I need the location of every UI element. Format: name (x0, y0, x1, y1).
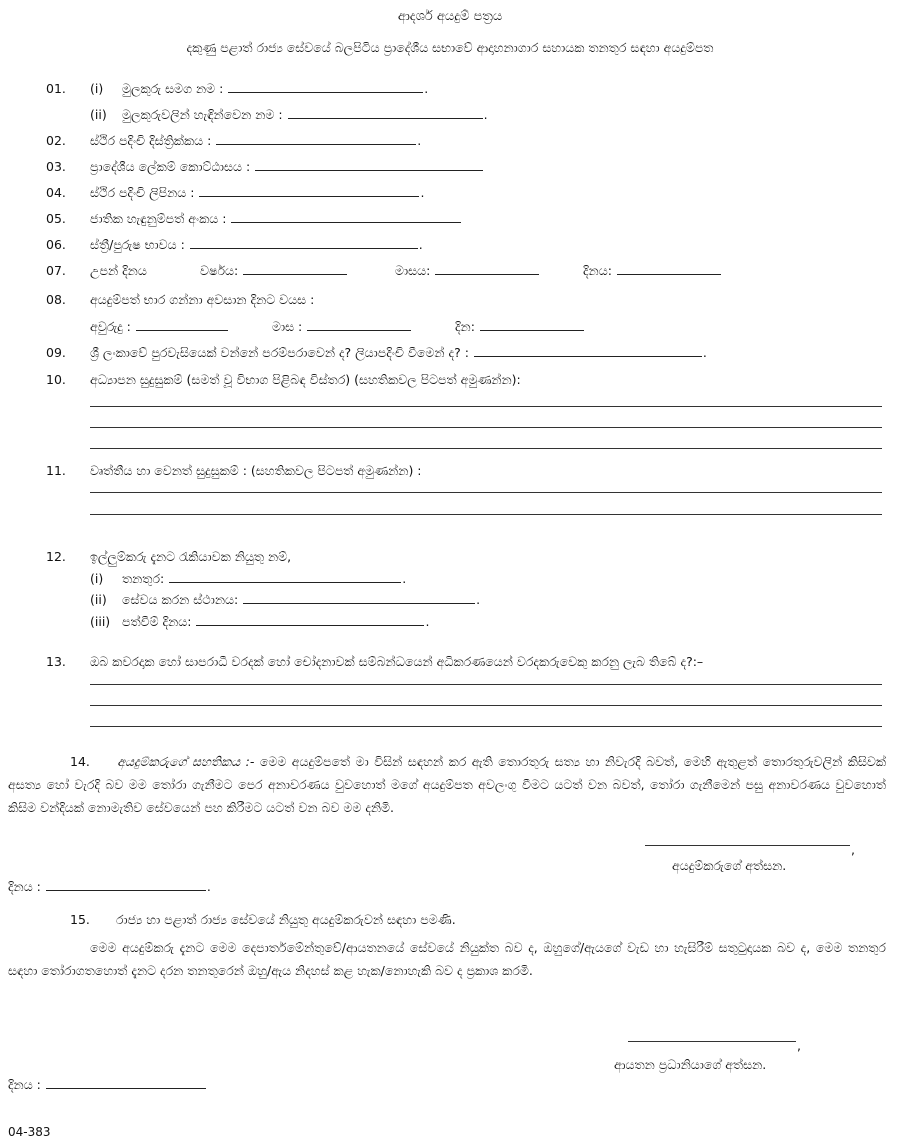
q01-i-marker: (i) (90, 81, 104, 96)
q06-row: ස්ත්‍රී/පුරුෂ භාවය : . (90, 237, 423, 252)
q15-signature-label: ආයතන ප්‍රධානියාගේ අත්සන. (614, 1057, 767, 1072)
q15-text: මෙම අයදුම්කරු දැනට මෙම දෙපාර්තමේන්තුවේ/ආයතනයේ සේවයේ නියුක්ත බව ද, ඔහුගේ/ඇයගේ වැඩ හා හැසිරීම් සතුටුදායක බව ද, මෙම තනතුර සඳහා තෝරාගතහොත් දැනට දරන තනතුරෙන් ඔහු/ඇය නිදහස් කළ හැක/නොහැකි බව ද ප්‍රකාශ කරමි. (8, 940, 886, 978)
q09-citizenship-field[interactable] (474, 345, 702, 357)
q12-ii-marker: (ii) (90, 592, 107, 607)
q04-row: ස්ථිර පදිංචි ලිපිනය : . (90, 185, 425, 200)
q05-nic-field[interactable] (231, 211, 461, 223)
q13-conviction-label: ඔබ කවරදාක හෝ සාපරාධී වරදක් හෝ චෝදනාවක් සම්බන්ධයෙන් අධිකරණයෙන් වරදකරුවෙකු කරනු ලැබ තිබේ ද?:– (90, 654, 704, 669)
q12-i-row: තනතුර: . (122, 571, 407, 586)
q12-post-field[interactable] (169, 571, 401, 583)
q01-full-name-label: මුලකුරු සමග නම : (122, 81, 224, 96)
q08-days-field[interactable] (480, 319, 584, 331)
q07-month-field[interactable] (435, 263, 539, 275)
q08-months-label: මාස : (272, 319, 303, 334)
q01-i-row: මුලකුරු සමග නම : . (122, 81, 429, 96)
q14-signature-label: අයදුම්කරුගේ අත්සන. (672, 858, 787, 873)
q02-district-label: ස්ථිර පදිංචි දිස්ත්‍රික්කය : (90, 133, 212, 148)
q12-employment-label: ඉල්ලුම්කරු දැනට රැකියාවක නියුතු නම්, (90, 549, 292, 564)
q09-row: ශ්‍රී ලංකාවේ පුරවැසියෙක් වන්නේ පරම්පරාවෙන් ද? ලියාපදිංචි වීමෙන් ද? : . (90, 345, 707, 360)
q05-nic-label: ජාතික හැඳුනුම්පත් අංකය : (90, 211, 227, 226)
q15-date-field[interactable] (46, 1077, 206, 1089)
q12-ii-row: සේවය කරන ස්ථානය: . (122, 592, 481, 607)
q15-heading: රාජ්‍ය හා පළාත් රාජ්‍ය සේවයේ නියුතු අයදුම්කරුවන් සඳහා පමණි. (116, 912, 456, 927)
q01-known-name-field[interactable] (288, 107, 483, 119)
q03-row (90, 159, 484, 175)
q10-answer-line-3[interactable] (90, 448, 882, 449)
q07-day-label: දිනය: (583, 263, 612, 278)
q12-iii-marker: (iii) (90, 614, 111, 629)
q14-date-label: දිනය : (8, 879, 41, 894)
q07-month-row (395, 263, 540, 279)
q11-answer-line-2[interactable] (90, 514, 882, 515)
q10-number: 10. (46, 372, 66, 387)
q13-answer-line-1[interactable] (90, 684, 882, 685)
q07-day-field[interactable] (617, 263, 721, 275)
q12-i-marker: (i) (90, 571, 104, 586)
q07-year-label: වර්ෂය: (200, 263, 239, 278)
q15-number: 15. (70, 912, 90, 927)
q01-number: 01. (46, 81, 66, 96)
q06-gender-field[interactable] (190, 237, 418, 249)
q07-year-field[interactable] (243, 263, 347, 275)
q08-months-row (272, 319, 412, 335)
q14-date-row: දිනය : . (8, 879, 211, 894)
q05-number: 05. (46, 211, 66, 226)
q15-date-row (8, 1077, 207, 1093)
q10-answer-line-1[interactable] (90, 406, 882, 407)
q11-professional-label: වෘත්තීය හා වෙනත් සුදුසුකම් : (සහතිකවල පිටපත් අමුණන්න) : (90, 463, 422, 478)
q04-address-field[interactable] (199, 185, 419, 197)
q08-age-label: අයදුම්පත් භාර ගන්නා අවසාන දිනට වයස : (90, 292, 315, 307)
q08-years-field[interactable] (136, 319, 228, 331)
q14-signature-line[interactable] (645, 845, 850, 846)
q02-number: 02. (46, 133, 66, 148)
q06-number: 06. (46, 237, 66, 252)
q12-iii-row: පත්වීම් දිනය: . (122, 614, 430, 629)
form-title: ආදර්ශ අයදුම් පත්‍රය (397, 9, 503, 24)
q08-number: 08. (46, 292, 66, 307)
q08-years-row (90, 319, 229, 335)
q07-year-row (200, 263, 348, 279)
q08-days-row (455, 319, 585, 335)
q14-heading: අයදුම්කරුගේ සහතිකය :- (117, 754, 255, 769)
q13-answer-line-2[interactable] (90, 705, 882, 706)
q07-dob-label: උපන් දිනය (90, 263, 147, 278)
q15-date-label: දිනය : (8, 1077, 41, 1092)
q15-signature-line[interactable] (628, 1041, 796, 1042)
q06-gender-label: ස්ත්‍රී/පුරුෂ භාවය : (90, 237, 185, 252)
q12-post-label: තනතුර: (122, 571, 165, 586)
q07-day-row (583, 263, 722, 279)
q10-education-label: අධ්‍යාපන සුදුසුකම් (සමත් වූ විභාග පිළිබඳ විස්තර) (සහතිකවල පිටපත් අමුණන්න): (90, 372, 521, 387)
q03-number: 03. (46, 159, 66, 174)
q15-paragraph (8, 936, 886, 982)
q01-known-name-label: මුලකුරුවලින් හැඳින්වෙන නම : (122, 107, 283, 122)
q12-appointment-date-field[interactable] (196, 614, 424, 626)
q07-month-label: මාසය: (395, 263, 431, 278)
q02-district-field[interactable] (216, 133, 416, 145)
q03-ds-division-label: ප්‍රාදේශීය ලේකම් කොට්ඨාසය : (90, 159, 251, 174)
q11-answer-line-1[interactable] (90, 492, 882, 493)
q12-workplace-label: සේවය කරන ස්ථානය: (122, 592, 239, 607)
q08-months-field[interactable] (307, 319, 411, 331)
q13-answer-line-3[interactable] (90, 726, 882, 727)
q09-citizenship-label: ශ්‍රී ලංකාවේ පුරවැසියෙක් වන්නේ පරම්පරාවෙන් ද? ලියාපදිංචි වීමෙන් ද? : (90, 345, 469, 360)
q11-number: 11. (46, 463, 66, 478)
q03-ds-division-field[interactable] (255, 159, 483, 171)
q14-date-field[interactable] (46, 879, 206, 891)
q01-full-name-field[interactable] (228, 81, 423, 93)
q04-address-label: ස්ථිර පදිංචි ලිපිනය : (90, 185, 195, 200)
q10-answer-line-2[interactable] (90, 427, 882, 428)
q05-row (90, 211, 462, 227)
q04-number: 04. (46, 185, 66, 200)
q08-days-label: දින: (455, 319, 475, 334)
q12-appointment-date-label: පත්වීම් දිනය: (122, 614, 192, 629)
q13-number: 13. (46, 654, 66, 669)
q07-number: 07. (46, 263, 66, 278)
q08-years-label: අවුරුදු : (90, 319, 131, 334)
q14-number: 14. (70, 754, 90, 769)
q12-number: 12. (46, 549, 66, 564)
form-subtitle: දකුණු පළාත් රාජ්‍ය සේවයේ බලපිටිය ප්‍රාදේශීය සභාවේ ආදාහනාගාර සහායක තනතුර සඳහා අයදුම්පත (186, 40, 714, 55)
q09-number: 09. (46, 345, 66, 360)
q12-workplace-field[interactable] (243, 592, 475, 604)
q14-text: මෙම අයදුම්පතේ මා විසින් සඳහන් කර ඇති තොරතුරු සත්‍ය හා නිවැරදි බවත්, මෙහි ඇතුළත් තොරතුරුවලින් කිසිවක් අසත්‍ය හෝ වැරදි බව මම තෝරා ගැනීමට පෙර අනාවරණය වුවහොත් මගේ අයදුම්පත අවලංගු වීමට යටත් වන බවත්, තෝරා ගැනීමෙන් පසු අනාවරණය වුවහොත් කිසිම වන්දියක් නොමැතිව සේවයෙන් පහ කිරීමට යටත් වන බව මම දනිමි. (8, 754, 886, 815)
q01-ii-row: මුලකුරුවලින් හැඳින්වෙන නම : . (122, 107, 488, 122)
q14-certificate (8, 750, 886, 819)
q02-row: ස්ථිර පදිංචි දිස්ත්‍රික්කය : . (90, 133, 422, 148)
page-footer-code: 04-383 (8, 1125, 51, 1139)
q01-ii-marker: (ii) (90, 107, 107, 122)
